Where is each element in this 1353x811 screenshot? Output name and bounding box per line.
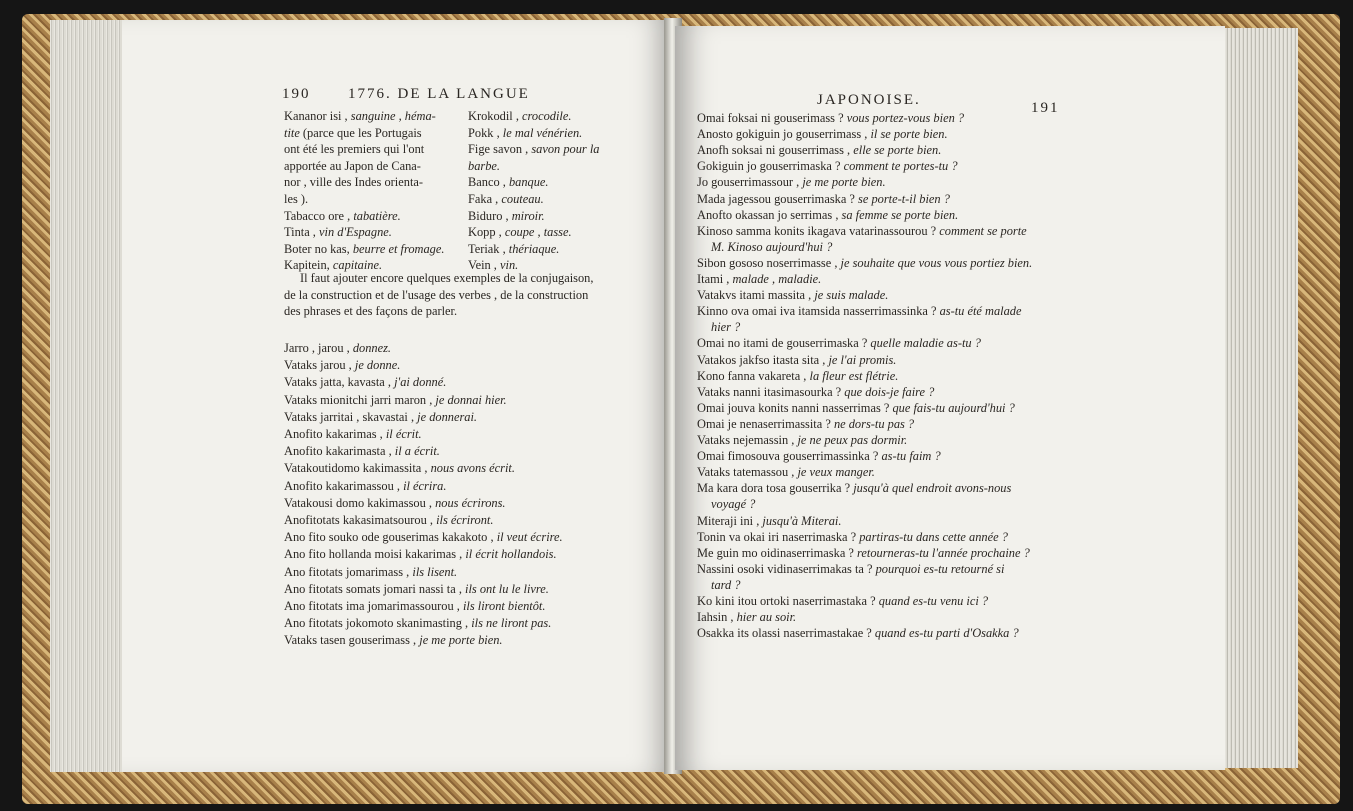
vocab-entry <box>284 241 444 258</box>
translation-text: quand es-tu parti d'Osakka ? <box>874 626 1019 641</box>
vocab-entry <box>468 224 572 241</box>
phrase-entry <box>697 593 988 610</box>
japanese-text: Ano fito souko ode gouserimas kakakoto , <box>284 530 497 545</box>
translation-text: le mal vénérien. <box>502 125 583 140</box>
japanese-text: Vataks tasen gouserimass , <box>284 633 420 648</box>
japanese-text: Gokiguin jo gouserrimaska ? <box>697 159 844 174</box>
translation-text: vin d'Espagne. <box>319 225 392 240</box>
conjugation-entry <box>284 632 503 649</box>
japanese-text: Ano fitotats somats jomari nassi ta , <box>284 581 466 596</box>
japanese-text: Ma kara dora tosa gouserrika ? <box>697 481 854 496</box>
translation-text: as-tu été malade <box>939 304 1022 319</box>
vocab-entry <box>284 141 424 158</box>
japanese-text: Miteraji ini , <box>697 513 763 528</box>
japanese-text: Teriak , <box>468 241 509 256</box>
phrase-entry <box>697 384 934 401</box>
japanese-text: Vataks jarou , <box>284 358 355 373</box>
vocab-entry <box>284 191 308 208</box>
translation-text: savon pour la <box>531 142 600 157</box>
paragraph-line: de la construction et de l'usage des verbes , de la construction <box>284 287 589 302</box>
japanese-text: Faka , <box>468 192 502 206</box>
translation-text: voyagé ? <box>711 497 756 512</box>
japanese-text: Kinno ova omai iva itamsida nasserrimassinka ? <box>697 304 940 319</box>
phrase-entry <box>697 126 948 143</box>
vocab-entry <box>284 224 392 241</box>
japanese-text: Jarro , jarou , <box>284 341 353 355</box>
phrase-entry <box>697 158 958 175</box>
japanese-text: Ano fitotats jomarimass , <box>284 564 413 579</box>
phrase-entry <box>697 545 1030 562</box>
vocab-entry <box>284 208 401 225</box>
phrase-entry <box>697 142 941 159</box>
translation-text: nous écrirons. <box>435 495 506 510</box>
japanese-text: Iahsin , <box>697 610 737 625</box>
phrase-entry <box>697 400 1015 417</box>
vocab-entry <box>468 125 582 142</box>
phrase-entry <box>697 513 841 530</box>
phrase-entry <box>697 432 907 449</box>
paragraph-line: Il faut ajouter encore quelques exemples de la conjugaison, <box>300 271 594 285</box>
japanese-text: Anofito kakarimasta , <box>284 444 395 459</box>
japanese-text: Vataks jarritai , skavastai , <box>284 409 418 424</box>
phrase-entry <box>697 368 898 385</box>
japanese-text: les ). <box>284 192 309 206</box>
translation-text: je me porte bien. <box>419 633 503 648</box>
translation-text: il écrit. <box>385 427 422 441</box>
japanese-text: Kinoso samma konits ikagava vatarinassourou ? <box>697 223 940 238</box>
translation-text: sanguine , héma- <box>350 109 436 123</box>
translation-text: ils ont lu le livre. <box>465 581 549 596</box>
japanese-text: Anofh soksai ni gouserrimass , <box>697 143 854 158</box>
page-number-left: 190 <box>282 86 311 102</box>
translation-text: quand es-tu venu ici ? <box>878 594 989 608</box>
japanese-text: Vataks tatemassou , <box>697 465 798 480</box>
conjugation-entry <box>284 478 446 495</box>
left-page <box>122 20 672 772</box>
phrase-entry <box>697 110 964 127</box>
japanese-text: (parce que les Portugais <box>299 125 422 140</box>
translation-text: il a écrit. <box>394 444 440 459</box>
translation-text: partiras-tu dans cette année ? <box>859 529 1008 544</box>
translation-text: coupe , tasse. <box>504 225 572 240</box>
translation-text: tard ? <box>711 577 741 592</box>
japanese-text: Omai fimosouva gouserrimassinka ? <box>697 449 882 464</box>
translation-text: que fais-tu aujourd'hui ? <box>892 400 1015 415</box>
translation-text: barbe. <box>468 158 501 173</box>
japanese-text: Omai je nenaserrimassita ? <box>697 416 834 431</box>
translation-text: la fleur est flétrie. <box>809 368 899 383</box>
phrase-entry <box>697 319 740 336</box>
phrase-entry <box>697 239 832 256</box>
translation-text: banque. <box>508 175 549 190</box>
phrase-entry <box>697 335 981 352</box>
translation-text: je ne peux pas dormir. <box>797 433 908 447</box>
vocab-entry <box>468 141 599 158</box>
phrase-entry <box>697 207 958 224</box>
translation-text: pourquoi es-tu retourné si <box>875 561 1005 576</box>
conjugation-entry <box>284 581 549 598</box>
japanese-text: Itami , <box>697 272 733 286</box>
phrase-entry <box>697 352 896 369</box>
japanese-text: Sibon gososo noserrimasse , <box>697 255 841 270</box>
translation-text: que dois-je faire ? <box>844 384 935 399</box>
translation-text: jusqu'à Miterai. <box>762 513 842 528</box>
japanese-text: Vatakoutidomo kakimassita , <box>284 461 431 476</box>
phrase-entry <box>697 191 950 208</box>
japanese-text: Anofito kakarimas , <box>284 427 386 441</box>
translation-text: je souhaite que vous vous portiez bien. <box>840 255 1033 270</box>
phrase-entry <box>697 255 1032 272</box>
translation-text: ils liront bientôt. <box>462 599 546 613</box>
translation-text: jusqu'à quel endroit avons-nous <box>853 481 1012 496</box>
japanese-text: Vatakvs itami massita , <box>697 288 815 303</box>
japanese-text: Vataks nejemassin , <box>697 433 798 447</box>
vocab-entry <box>468 158 500 175</box>
translation-text: ils écriront. <box>436 513 494 527</box>
translation-text: miroir. <box>511 208 545 223</box>
japanese-text: Boter no kas, <box>284 241 353 256</box>
japanese-text: Anosto gokiguin jo gouserrimass , <box>697 127 871 142</box>
japanese-text: nor , ville des Indes orienta- <box>284 175 424 190</box>
conjugation-entry <box>284 564 457 581</box>
japanese-text: Ano fitotats ima jomarimassourou , <box>284 599 463 613</box>
translation-text: il se porte bien. <box>870 127 948 142</box>
japanese-text: Anofito kakarimassou , <box>284 478 404 493</box>
translation-text: je donne. <box>354 358 401 373</box>
right-page <box>675 26 1225 770</box>
japanese-text: Kananor isi , <box>284 109 351 123</box>
japanese-text: Vataks jatta, kavasta , <box>284 375 395 390</box>
japanese-text: ont été les premiers qui l'ont <box>284 142 425 157</box>
translation-text: crocodile. <box>522 109 572 123</box>
translation-text: je suis malade. <box>814 288 889 303</box>
phrase-entry <box>697 303 1022 320</box>
phrase-entry <box>697 625 1019 642</box>
phrase-entry <box>697 223 1027 240</box>
translation-text: il écrira. <box>403 478 447 493</box>
translation-text: je donnerai. <box>417 409 478 424</box>
japanese-text: Pokk , <box>468 125 503 140</box>
translation-text: donnez. <box>352 341 392 355</box>
conjugation-entry <box>284 529 563 546</box>
translation-text: elle se porte bien. <box>853 143 942 158</box>
japanese-text: Ko kini itou ortoki naserrimastaka ? <box>697 594 879 608</box>
translation-text: retourneras-tu l'année prochaine ? <box>857 545 1030 560</box>
japanese-text: Anofto okassan jo serrimas , <box>697 207 842 222</box>
conjugation-entry <box>284 443 440 460</box>
translation-text: couteau. <box>501 192 544 206</box>
translation-text: capitaine. <box>332 258 383 273</box>
phrase-entry <box>697 287 888 304</box>
vocab-entry <box>284 108 436 125</box>
japanese-text: Osakka its olassi naserrimastakae ? <box>697 626 875 641</box>
japanese-text: Vatakos jakfso itasta sita , <box>697 352 829 367</box>
conjugation-entry <box>284 426 422 443</box>
japanese-text: Kono fanna vakareta , <box>697 368 810 383</box>
vocab-entry <box>468 174 549 191</box>
translation-text: je l'ai promis. <box>828 352 897 367</box>
vocab-entry <box>284 174 423 191</box>
running-head-left: 1776. DE LA LANGUE <box>348 86 530 102</box>
conjugation-entry <box>284 512 493 529</box>
japanese-text: Omai jouva konits nanni nasserrimas ? <box>697 400 893 415</box>
vocab-entry <box>468 108 571 125</box>
translation-text: hier ? <box>711 320 741 335</box>
translation-text: quelle maladie as-tu ? <box>870 336 981 351</box>
translation-text: beurre et fromage. <box>352 241 445 256</box>
japanese-text: Mada jagessou gouserrimaska ? <box>697 191 859 206</box>
japanese-text: Banco , <box>468 175 509 190</box>
translation-text: j'ai donné. <box>394 375 447 390</box>
conjugation-entry <box>284 495 506 512</box>
japanese-text: Tonin va okai iri naserrimaska ? <box>697 529 860 544</box>
translation-text: il veut écrire. <box>496 530 563 545</box>
conjugation-entry <box>284 340 391 357</box>
japanese-text: Me guin mo oidinaserrimaska ? <box>697 545 858 560</box>
translation-text: ne dors-tu pas ? <box>833 416 915 431</box>
japanese-text: Vataks nanni itasimasourka ? <box>697 384 845 399</box>
phrase-entry <box>697 609 796 626</box>
running-head-right: JAPONOISE. <box>817 92 921 108</box>
translation-text: se porte-t-il bien ? <box>858 191 950 206</box>
translation-text: tite <box>284 125 300 140</box>
conjugation-entry <box>284 409 477 426</box>
japanese-text: Ano fitotats jokomoto skanimasting , <box>284 616 472 631</box>
phrase-entry <box>697 271 821 288</box>
translation-text: vin. <box>500 258 519 273</box>
translation-text: as-tu faim ? <box>881 449 941 464</box>
translation-text: ils ne liront pas. <box>471 616 552 631</box>
phrase-entry <box>697 529 1008 546</box>
japanese-text: Anofitotats kakasimatsourou , <box>284 513 437 527</box>
japanese-text: Kapitein, <box>284 258 333 273</box>
translation-text: comment se porte <box>939 223 1027 238</box>
conjugation-entry <box>284 392 507 409</box>
conjugation-entry <box>284 598 545 615</box>
translation-text: M. Kinoso aujourd'hui ? <box>711 239 833 254</box>
japanese-text: Jo gouserrimassour , <box>697 175 803 190</box>
phrase-entry <box>697 464 875 481</box>
vocab-entry <box>468 208 545 225</box>
translation-text: sa femme se porte bien. <box>841 207 959 222</box>
japanese-text: Biduro , <box>468 208 512 223</box>
phrase-entry <box>697 561 1004 578</box>
phrase-entry <box>697 480 1011 497</box>
phrase-entry <box>697 416 914 433</box>
vocab-entry <box>284 158 421 175</box>
translation-text: malade , maladie. <box>732 272 822 286</box>
japanese-text: Tabacco ore , <box>284 208 354 223</box>
phrase-entry <box>697 174 886 191</box>
japanese-text: Vataks mionitchi jarri maron , <box>284 392 436 407</box>
conjugation-entry <box>284 615 551 632</box>
conjugation-entry <box>284 357 400 374</box>
japanese-text: apportée au Japon de Cana- <box>284 158 421 173</box>
page-number-right: 191 <box>1031 100 1060 116</box>
conjugation-entry <box>284 546 557 563</box>
japanese-text: Fige savon , <box>468 142 532 157</box>
conjugation-entry <box>284 460 515 477</box>
vocab-entry <box>284 125 422 142</box>
japanese-text: Vein , <box>468 258 501 273</box>
translation-text: ils lisent. <box>412 564 458 579</box>
vocab-entry <box>468 191 544 208</box>
translation-text: il écrit hollandois. <box>465 547 557 562</box>
japanese-text: Ano fito hollanda moisi kakarimas , <box>284 547 466 562</box>
japanese-text: Tinta , <box>284 225 320 240</box>
translation-text: comment te portes-tu ? <box>843 159 958 174</box>
phrase-entry <box>697 577 741 594</box>
conjugation-entry <box>284 374 446 391</box>
japanese-text: Nassini osoki vidinaserrimakas ta ? <box>697 561 876 576</box>
translation-text: nous avons écrit. <box>430 461 515 476</box>
translation-text: je me porte bien. <box>802 175 886 190</box>
japanese-text: Kopp , <box>468 225 505 240</box>
phrase-entry <box>697 448 941 465</box>
japanese-text: Krokodil , <box>468 109 523 123</box>
phrase-entry <box>697 496 755 513</box>
vocab-entry <box>468 241 559 258</box>
japanese-text: Omai foksai ni gouserimass ? <box>697 111 847 125</box>
translation-text: thériaque. <box>508 241 560 256</box>
left-page-edges <box>50 20 128 772</box>
right-page-edges <box>1222 28 1298 768</box>
translation-text: je donnai hier. <box>435 392 507 407</box>
japanese-text: Omai no itami de gouserrimaska ? <box>697 336 871 351</box>
translation-text: vous portez-vous bien ? <box>846 111 965 125</box>
translation-text: je veux manger. <box>797 465 875 480</box>
japanese-text: Vatakousi domo kakimassou , <box>284 495 436 510</box>
translation-text: tabatière. <box>353 208 401 223</box>
paragraph-line: des phrases et des façons de parler. <box>284 304 458 318</box>
translation-text: hier au soir. <box>736 610 797 625</box>
